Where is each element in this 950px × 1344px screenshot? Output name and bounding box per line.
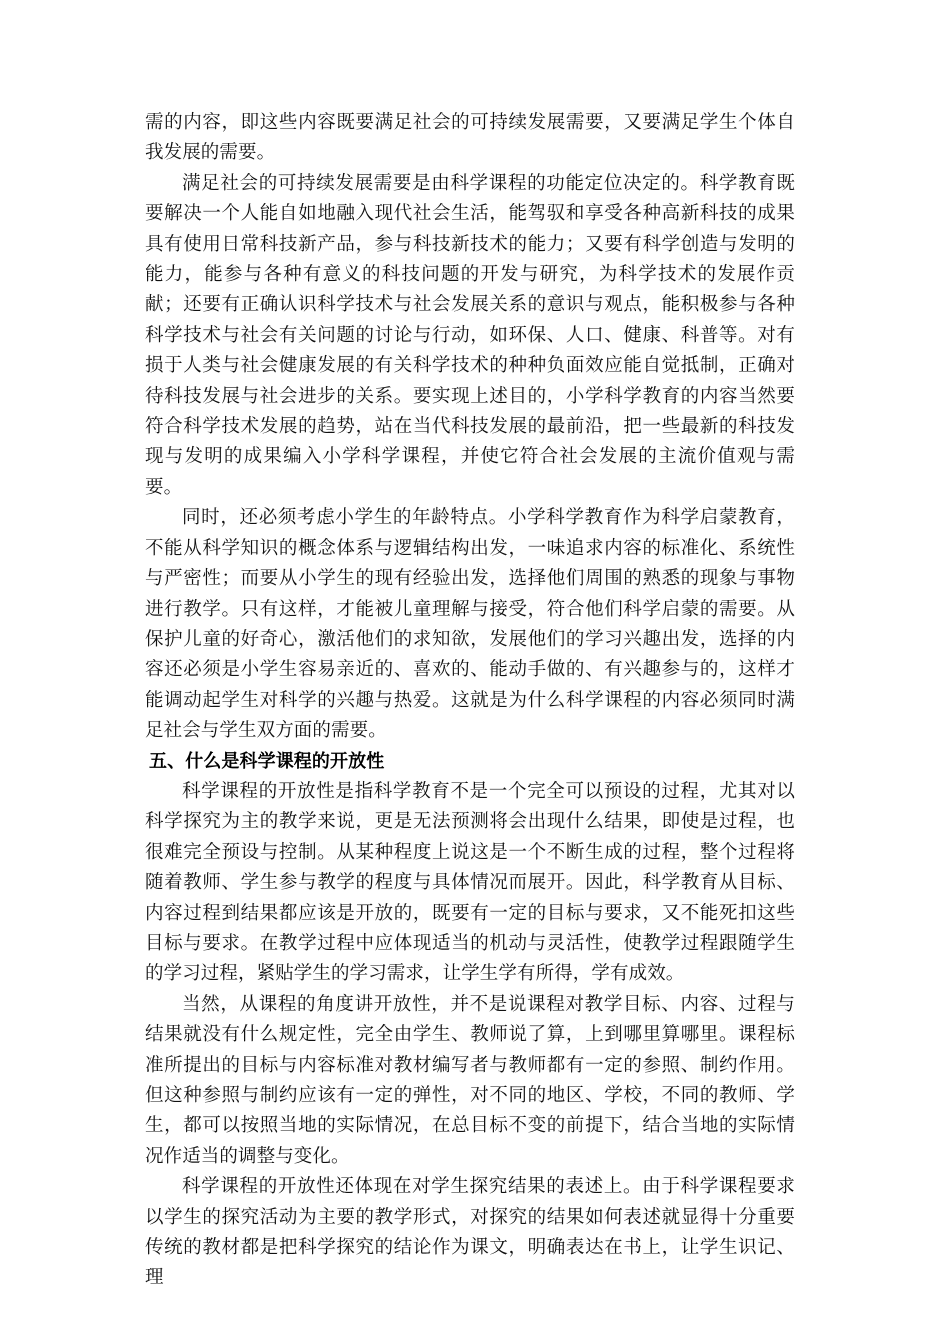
paragraph-openness-definition: 科学课程的开放性是指科学教育不是一个完全可以预设的过程，尤其对以科学探究为主的教学来说，更是无法预测将会出现什么结果，即使是过程，也很难完全预设与控制。从某种程度上说这是一个不断生成的过程，整个过程将随着教师、学生参与教学的程度与具体情况而展开。因此，科学教育从目标、内容过程到结果都应该是开放的，既要有一定的目标与要求，又不能死扣这些目标与要求。在教学过程中应体现适当的机动与灵活性，使教学过程跟随学生的学习过程，紧贴学生的学习需求，让学生学有所得，学有成效。 xyxy=(145,780,795,985)
paragraph-sustainable-development: 满足社会的可持续发展需要是由科学课程的功能定位决定的。科学教育既要解决一个人能自如地融入现代社会生活，能驾驭和享受各种高新科技的成果具有使用日常科技新产品，参与科技新技术的能力；又要有科学创造与发明的能力，能参与各种有意义的科技问题的开发与研究，为科学技术的发展作贡献；还要有正确认识科学技术与社会发展关系的意识与观点，能积极参与各种科学技术与社会有关问题的讨论与行动，如环保、人口、健康、科普等。对有损于人类与社会健康发展的有关科学技术的种种负面效应能自觉抵制，正确对待科技发展与社会进步的关系。要实现上述目的，小学科学教育的内容当然要符合科学技术发展的趋势，站在当代科技发展的最前沿，把一些最新的科技发现与发明的成果编入小学科学课程，并使它符合社会发展的主流价值观与需要。 xyxy=(145,172,795,498)
paragraph-openness-curriculum: 当然，从课程的角度讲开放性，并不是说课程对教学目标、内容、过程与结果就没有什么规定性，完全由学生、教师说了算，上到哪里算哪里。课程标准所提出的目标与内容标准对教材编写者与教师都有一定的参照、制约作用。但这种参照与制约应该有一定的弹性，对不同的地区、学校，不同的教师、学生，都可以按照当地的实际情况，在总目标不变的前提下，结合当地的实际情况作适当的调整与变化。 xyxy=(145,993,795,1167)
document-page xyxy=(145,108,795,1294)
paragraph-openness-expression: 科学课程的开放性还体现在对学生探究结果的表述上。由于科学课程要求以学生的探究活动为主要的教学形式，对探究的结果如何表述就显得十分重要传统的教材都是把科学探究的结论作为课文，明确表达在书上，让学生识记、理 xyxy=(145,1176,795,1289)
section-heading: 五、什么是科学课程的开放性 xyxy=(149,750,385,772)
paragraph-continuation: 需的内容，即这些内容既要满足社会的可持续发展需要，又要满足学生个体自我发展的需要。 xyxy=(145,112,795,164)
paragraph-student-age: 同时，还必须考虑小学生的年龄特点。小学科学教育作为科学启蒙教育，不能从科学知识的概念体系与逻辑结构出发，一味追求内容的标准化、系统性与严密性；而要从小学生的现有经验出发，选择他们周围的熟悉的现象与事物进行教学。只有这样，才能被儿童理解与接受，符合他们科学启蒙的需要。从保护儿童的好奇心，激活他们的求知欲，发展他们的学习兴趣出发，选择的内容还必须是小学生容易亲近的、喜欢的、能动手做的、有兴趣参与的，这样才能调动起学生对科学的兴趣与热爱。这就是为什么科学课程的内容必须同时满足社会与学生双方面的需要。 xyxy=(145,507,795,742)
